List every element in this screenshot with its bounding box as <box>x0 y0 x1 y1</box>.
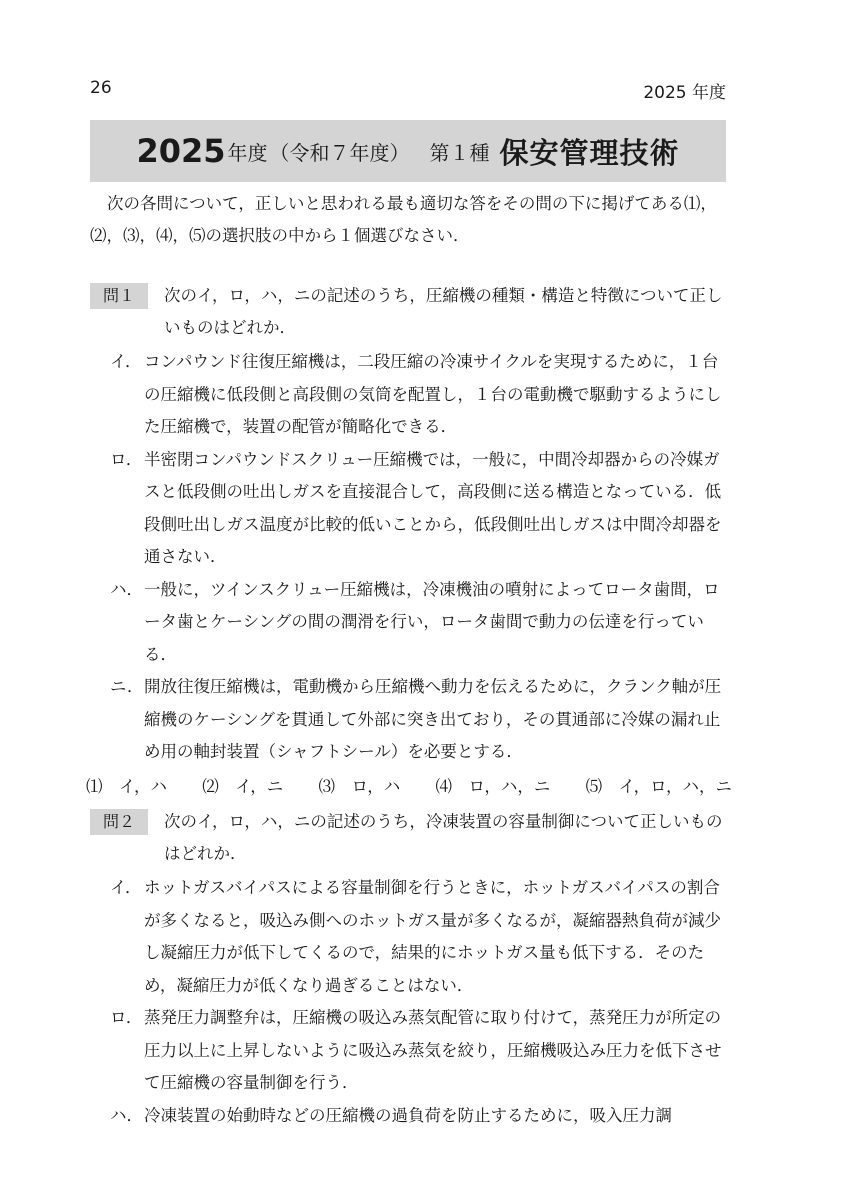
statement-label: ハ． <box>110 579 143 599</box>
question-header <box>90 806 732 870</box>
statement-item <box>110 671 732 769</box>
title-grade: 第１種 <box>429 140 490 165</box>
answer-choice: ⑶ ロ，ハ <box>318 776 401 796</box>
statement-label: ロ． <box>110 449 143 469</box>
statement-item <box>110 1100 732 1133</box>
answer-choices <box>86 771 732 803</box>
question-2 <box>90 806 732 1132</box>
answer-choice: ⑵ イ，ニ <box>202 776 284 796</box>
statement-text: 開放往復圧縮機は，電動機から圧縮機へ動力を伝えるために，クランク軸が圧縮機のケーシングを貫通して外部に突き出ており，その貫通部に冷媒の漏れ止め用の軸封装置（シャフトシール）を必要とする． <box>144 677 722 761</box>
statement-text: 冷凍装置の始動時などの圧縮機の過負荷を防止するために，吸入圧力調 <box>144 1105 672 1125</box>
statement-item <box>110 444 732 574</box>
statement-item <box>110 872 732 1002</box>
answer-choice: ⑸ イ，ロ，ハ，ニ <box>585 776 732 796</box>
question-header <box>90 280 732 344</box>
running-header-year: 2025 年度 <box>643 83 726 103</box>
statement-list <box>90 872 732 1132</box>
answer-choice: ⑴ イ，ハ <box>86 776 168 796</box>
statement-item <box>110 346 732 444</box>
statement-label: イ． <box>110 878 142 897</box>
instructions <box>90 188 730 252</box>
statement-item <box>110 1002 732 1100</box>
question-number-badge: 問１ <box>90 283 148 309</box>
title-year: 2025 <box>136 132 226 170</box>
instructions-text: 次の各問について，正しいと思われる最も適切な答をその問の下に掲げてある⑴，⑵，⑶，⑷，⑸の選択肢の中から１個選びなさい． <box>90 194 717 245</box>
page-number: 26 <box>90 78 112 98</box>
statement-label: イ． <box>110 352 142 371</box>
statement-label: ニ． <box>110 677 144 696</box>
question-number-badge: 問２ <box>90 809 148 835</box>
title-nendo: 年度 <box>227 140 268 165</box>
statement-text: 蒸発圧力調整弁は，圧縮機の吸込み蒸気配管に取り付けて，蒸発圧力が所定の圧力以上に上昇しないように吸込み蒸気を絞り，圧縮機吸込み圧力を低下させて圧縮機の容量制御を行う． <box>144 1008 722 1092</box>
statement-item <box>110 574 732 672</box>
question-text: 次のイ，ロ，ハ，ニの記述のうち，圧縮機の種類・構造と特徴について正しいものはどれか． <box>164 286 723 337</box>
answer-choice: ⑷ ロ，ハ，ニ <box>435 776 551 796</box>
question-text: 次のイ，ロ，ハ，ニの記述のうち，冷凍装置の容量制御について正しいものはどれか． <box>164 812 723 863</box>
statement-text: ホットガスバイパスによる容量制御を行うときに，ホットガスバイパスの割合が多くなると，吸込み側へのホットガス量が多くなるが，凝縮器熱負荷が減少し凝縮圧力が低下してくるので，結果的にホットガス量も低下する．そのため，凝縮圧力が低くなり過ぎることはない． <box>144 878 722 995</box>
statement-label: ハ． <box>110 1105 143 1125</box>
statement-text: コンパウンド往復圧縮機は，二段圧縮の冷凍サイクルを実現するために，１台の圧縮機に低段側と高段側の気筒を配置し，１台の電動機で駆動するようにした圧縮機で，装置の配管が簡略化できる． <box>144 352 722 436</box>
title-subject: 保安管理技術 <box>499 135 680 170</box>
statement-list <box>90 346 732 769</box>
statement-text: 半密閉コンパウンドスクリュー圧縮機では，一般に，中間冷却器からの冷媒ガスと低段側の吐出しガスを直接混合して，高段側に送る構造となっている．低段側吐出しガス温度が比較的低いことから，低段側吐出しガスは中間冷却器を通さない． <box>144 449 722 566</box>
statement-text: 一般に，ツインスクリュー圧縮機は，冷凍機油の噴射によってロータ歯間，ロータ歯とケーシングの間の潤滑を行い，ロータ歯間で動力の伝達を行っている． <box>144 579 720 664</box>
title-reiwa: （令和７年度） <box>269 140 410 165</box>
question-1 <box>86 280 732 803</box>
exam-title-bar <box>90 120 726 182</box>
statement-label: ロ． <box>110 1008 143 1027</box>
